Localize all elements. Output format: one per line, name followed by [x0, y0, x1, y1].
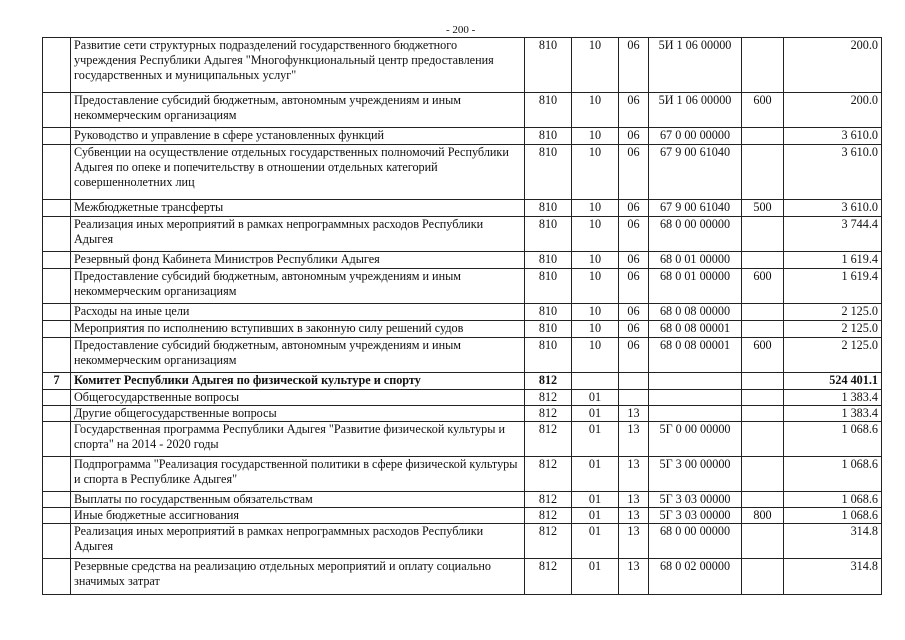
- row-section-code: 01: [572, 406, 619, 422]
- row-amount: 2 125.0: [784, 338, 882, 373]
- row-subsection-code: 06: [619, 200, 649, 217]
- row-ministry-code: 810: [525, 304, 572, 321]
- row-section-code: 01: [572, 524, 619, 559]
- table-row: [43, 338, 882, 373]
- row-number: [43, 422, 71, 457]
- row-name: Субвенции на осуществление отдельных государственных полномочий Республики Адыгея по опеке и попечительству в отношении отдельных категорий совершеннолетних лиц: [71, 145, 525, 200]
- row-name: Другие общегосударственные вопросы: [71, 406, 525, 422]
- row-number: [43, 304, 71, 321]
- row-subsection-code: 13: [619, 508, 649, 524]
- row-expense-type: [742, 390, 784, 406]
- row-expense-type: [742, 321, 784, 338]
- row-target-article: 5Г 3 00 00000: [649, 457, 742, 492]
- row-expense-type: [742, 252, 784, 269]
- row-name: Реализация иных мероприятий в рамках непрограммных расходов Республики Адыгея: [71, 524, 525, 559]
- row-subsection-code: [619, 373, 649, 390]
- row-name: Руководство и управление в сфере установленных функций: [71, 128, 525, 145]
- row-subsection-code: 13: [619, 559, 649, 595]
- row-number: [43, 128, 71, 145]
- table-row: [43, 269, 882, 304]
- row-number: [43, 217, 71, 252]
- row-amount: 1 383.4: [784, 390, 882, 406]
- row-number: [43, 321, 71, 338]
- row-subsection-code: [619, 390, 649, 406]
- row-ministry-code: 810: [525, 93, 572, 128]
- row-section-code: 01: [572, 492, 619, 508]
- row-ministry-code: 812: [525, 406, 572, 422]
- row-number: [43, 338, 71, 373]
- row-expense-type: 500: [742, 200, 784, 217]
- row-number: [43, 200, 71, 217]
- table-row: [43, 457, 882, 492]
- row-subsection-code: 06: [619, 145, 649, 200]
- row-ministry-code: 812: [525, 492, 572, 508]
- table-row: [43, 559, 882, 595]
- row-expense-type: [742, 406, 784, 422]
- row-ministry-code: 812: [525, 508, 572, 524]
- row-amount: 2 125.0: [784, 321, 882, 338]
- row-number: [43, 252, 71, 269]
- row-number: [43, 559, 71, 595]
- row-expense-type: [742, 559, 784, 595]
- row-expense-type: [742, 457, 784, 492]
- row-amount: 1 068.6: [784, 508, 882, 524]
- row-amount: 314.8: [784, 559, 882, 595]
- row-target-article: 67 9 00 61040: [649, 145, 742, 200]
- page-number: - 200 -: [446, 24, 476, 36]
- row-ministry-code: 810: [525, 217, 572, 252]
- row-name: Общегосударственные вопросы: [71, 390, 525, 406]
- row-number: [43, 492, 71, 508]
- table-row: [43, 508, 882, 524]
- row-subsection-code: 06: [619, 304, 649, 321]
- row-target-article: [649, 373, 742, 390]
- row-section-code: [572, 373, 619, 390]
- table-row: [43, 304, 882, 321]
- row-expense-type: [742, 492, 784, 508]
- row-amount: 1 619.4: [784, 269, 882, 304]
- row-target-article: 68 0 08 00001: [649, 321, 742, 338]
- row-target-article: 5И 1 06 00000: [649, 38, 742, 93]
- row-subsection-code: 13: [619, 422, 649, 457]
- table-row: [43, 492, 882, 508]
- row-number: [43, 457, 71, 492]
- row-amount: 1 068.6: [784, 492, 882, 508]
- row-expense-type: [742, 145, 784, 200]
- row-amount: 3 610.0: [784, 200, 882, 217]
- row-target-article: 68 0 00 00000: [649, 524, 742, 559]
- row-target-article: 68 0 00 00000: [649, 217, 742, 252]
- row-section-code: 01: [572, 390, 619, 406]
- row-section-code: 10: [572, 321, 619, 338]
- table-row: [43, 93, 882, 128]
- row-target-article: 67 0 00 00000: [649, 128, 742, 145]
- row-amount: 1 068.6: [784, 457, 882, 492]
- row-name: Мероприятия по исполнению вступивших в законную силу решений судов: [71, 321, 525, 338]
- row-ministry-code: 810: [525, 200, 572, 217]
- row-ministry-code: 812: [525, 422, 572, 457]
- row-expense-type: [742, 373, 784, 390]
- row-name: Иные бюджетные ассигнования: [71, 508, 525, 524]
- row-section-code: 10: [572, 38, 619, 93]
- row-target-article: 67 9 00 61040: [649, 200, 742, 217]
- row-amount: 314.8: [784, 524, 882, 559]
- row-section-code: 10: [572, 269, 619, 304]
- row-target-article: 68 0 02 00000: [649, 559, 742, 595]
- row-subsection-code: 13: [619, 406, 649, 422]
- row-number: [43, 93, 71, 128]
- row-number: [43, 524, 71, 559]
- row-ministry-code: 810: [525, 252, 572, 269]
- row-subsection-code: 06: [619, 252, 649, 269]
- row-subsection-code: 06: [619, 321, 649, 338]
- row-expense-type: [742, 304, 784, 321]
- row-section-code: 10: [572, 338, 619, 373]
- table-row: [43, 321, 882, 338]
- row-target-article: 5И 1 06 00000: [649, 93, 742, 128]
- table-row: [43, 406, 882, 422]
- row-name: Межбюджетные трансферты: [71, 200, 525, 217]
- row-number: [43, 390, 71, 406]
- row-section-code: 10: [572, 252, 619, 269]
- row-name: Реализация иных мероприятий в рамках непрограммных расходов Республики Адыгея: [71, 217, 525, 252]
- row-amount: 524 401.1: [784, 373, 882, 390]
- row-target-article: [649, 390, 742, 406]
- row-amount: 1 619.4: [784, 252, 882, 269]
- row-expense-type: [742, 128, 784, 145]
- row-amount: 3 610.0: [784, 128, 882, 145]
- row-target-article: 68 0 08 00001: [649, 338, 742, 373]
- row-amount: 2 125.0: [784, 304, 882, 321]
- table-row: [43, 145, 882, 200]
- row-amount: 200.0: [784, 38, 882, 93]
- row-section-code: 01: [572, 559, 619, 595]
- table-row: [43, 524, 882, 559]
- row-ministry-code: 810: [525, 321, 572, 338]
- row-target-article: [649, 406, 742, 422]
- row-name: Резервные средства на реализацию отдельных мероприятий и оплату социально значимых затрат: [71, 559, 525, 595]
- row-ministry-code: 810: [525, 338, 572, 373]
- row-expense-type: 600: [742, 93, 784, 128]
- row-target-article: 5Г 3 03 00000: [649, 508, 742, 524]
- row-section-code: 10: [572, 304, 619, 321]
- row-expense-type: [742, 524, 784, 559]
- row-subsection-code: 13: [619, 457, 649, 492]
- table-row: [43, 38, 882, 93]
- row-amount: 3 610.0: [784, 145, 882, 200]
- row-section-code: 10: [572, 93, 619, 128]
- row-target-article: 5Г 0 00 00000: [649, 422, 742, 457]
- row-subsection-code: 06: [619, 38, 649, 93]
- row-number: [43, 145, 71, 200]
- row-ministry-code: 810: [525, 128, 572, 145]
- row-expense-type: [742, 217, 784, 252]
- row-ministry-code: 812: [525, 390, 572, 406]
- row-expense-type: 600: [742, 338, 784, 373]
- table-row: [43, 390, 882, 406]
- row-subsection-code: 06: [619, 269, 649, 304]
- row-name: Предоставление субсидий бюджетным, автономным учреждениям и иным некоммерческим организациям: [71, 269, 525, 304]
- row-number: [43, 269, 71, 304]
- row-section-code: 10: [572, 200, 619, 217]
- table-row: [43, 252, 882, 269]
- row-section-code: 01: [572, 422, 619, 457]
- table-row: [43, 373, 882, 390]
- row-ministry-code: 812: [525, 524, 572, 559]
- row-section-code: 01: [572, 457, 619, 492]
- row-target-article: 68 0 01 00000: [649, 252, 742, 269]
- row-ministry-code: 812: [525, 559, 572, 595]
- row-subsection-code: 13: [619, 524, 649, 559]
- row-target-article: 5Г 3 03 00000: [649, 492, 742, 508]
- row-ministry-code: 812: [525, 373, 572, 390]
- row-number: [43, 508, 71, 524]
- row-section-code: 10: [572, 128, 619, 145]
- row-section-code: 10: [572, 217, 619, 252]
- row-name: Развитие сети структурных подразделений государственного бюджетного учреждения Республики Адыгея "Многофункциональный центр предоставления государственных и муниципальных услуг": [71, 38, 525, 93]
- table-row: [43, 200, 882, 217]
- row-subsection-code: 13: [619, 492, 649, 508]
- row-expense-type: 800: [742, 508, 784, 524]
- row-amount: 1 383.4: [784, 406, 882, 422]
- row-number: [43, 38, 71, 93]
- table-row: [43, 128, 882, 145]
- row-subsection-code: 06: [619, 217, 649, 252]
- row-section-code: 10: [572, 145, 619, 200]
- row-amount: 3 744.4: [784, 217, 882, 252]
- row-ministry-code: 812: [525, 457, 572, 492]
- row-target-article: 68 0 08 00000: [649, 304, 742, 321]
- row-section-code: 01: [572, 508, 619, 524]
- row-target-article: 68 0 01 00000: [649, 269, 742, 304]
- row-name: Предоставление субсидий бюджетным, автономным учреждениям и иным некоммерческим организациям: [71, 338, 525, 373]
- row-name: Предоставление субсидий бюджетным, автономным учреждениям и иным некоммерческим организациям: [71, 93, 525, 128]
- row-subsection-code: 06: [619, 128, 649, 145]
- row-name: Резервный фонд Кабинета Министров Республики Адыгея: [71, 252, 525, 269]
- row-amount: 200.0: [784, 93, 882, 128]
- row-ministry-code: 810: [525, 269, 572, 304]
- row-subsection-code: 06: [619, 338, 649, 373]
- row-expense-type: 600: [742, 269, 784, 304]
- row-name: Подпрограмма "Реализация государственной политики в сфере физической культуры и спорта в Республике Адыгея": [71, 457, 525, 492]
- row-expense-type: [742, 422, 784, 457]
- row-number: [43, 406, 71, 422]
- row-name: Выплаты по государственным обязательствам: [71, 492, 525, 508]
- row-name: Расходы на иные цели: [71, 304, 525, 321]
- row-ministry-code: 810: [525, 38, 572, 93]
- row-ministry-code: 810: [525, 145, 572, 200]
- row-amount: 1 068.6: [784, 422, 882, 457]
- budget-table: [42, 37, 882, 595]
- table-row: [43, 422, 882, 457]
- row-number: 7: [43, 373, 71, 390]
- row-subsection-code: 06: [619, 93, 649, 128]
- row-expense-type: [742, 38, 784, 93]
- row-name: Государственная программа Республики Адыгея "Развитие физической культуры и спорта" на 2014 - 2020 годы: [71, 422, 525, 457]
- table-row: [43, 217, 882, 252]
- row-name: Комитет Республики Адыгея по физической культуре и спорту: [71, 373, 525, 390]
